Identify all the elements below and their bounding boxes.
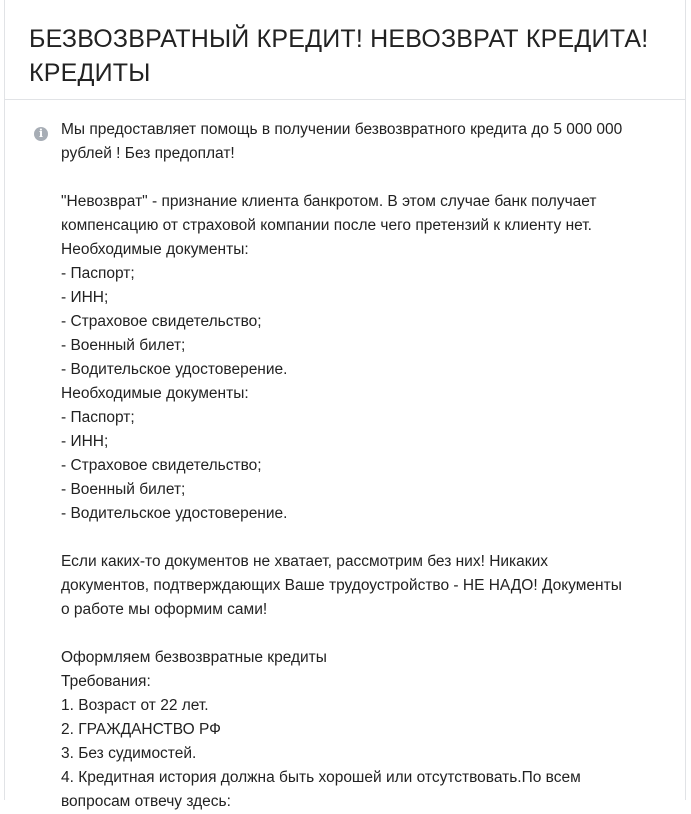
documents-heading: Необходимые документы:	[61, 241, 249, 258]
list-item: 1. Возраст от 22 лет.	[61, 697, 209, 714]
documents-heading: Необходимые документы:	[61, 385, 249, 402]
post-header	[5, 0, 685, 100]
explanation-block	[61, 190, 661, 526]
list-item: - Военный билет;	[61, 337, 186, 354]
text-line: о работе мы оформим сами!	[61, 601, 268, 618]
post-card	[4, 0, 686, 810]
list-item: - Водительское удостоверение.	[61, 505, 288, 522]
text-line: "Невозврат" - признание клиента банкротом. В этом случае банк получает	[61, 193, 597, 210]
list-item: 3. Без судимостей.	[61, 745, 197, 762]
text-line: Мы предоставляет помощь в получении безвозвратного кредита до 5 000 000	[61, 121, 623, 138]
intro-block	[61, 118, 661, 166]
list-item: 2. ГРАЖДАНСТВО РФ	[61, 721, 221, 738]
info-icon: i	[34, 127, 48, 141]
post-body	[5, 100, 685, 814]
list-item: - Страховое свидетельство;	[61, 457, 262, 474]
list-item: - Страховое свидетельство;	[61, 313, 262, 330]
list-item: - Военный билет;	[61, 481, 186, 498]
list-item: - Паспорт;	[61, 265, 135, 282]
text-line: Оформляем безвозвратные кредиты	[61, 649, 327, 666]
list-item: - Паспорт;	[61, 409, 135, 426]
requirements-block	[61, 646, 661, 814]
text-line: вопросам отвечу здесь:	[61, 793, 231, 810]
list-item: - ИНН;	[61, 289, 109, 306]
post-title: БЕЗВОЗВРАТНЫЙ КРЕДИТ! НЕВОЗВРАТ КРЕДИТА! КРЕДИТЫ	[29, 25, 649, 87]
requirements-heading: Требования:	[61, 673, 151, 690]
text-line: компенсацию от страховой компании после чего претензий к клиенту нет.	[61, 217, 592, 234]
text-line: рублей ! Без предоплат!	[61, 145, 235, 162]
list-item: - Водительское удостоверение.	[61, 361, 288, 378]
text-line: документов, подтверждающих Ваше трудоустройство - НЕ НАДО! Документы	[61, 577, 622, 594]
list-item: - ИНН;	[61, 433, 109, 450]
note-block	[61, 550, 661, 622]
text-line: Если каких-то документов не хватает, рассмотрим без них! Никаких	[61, 553, 548, 570]
list-item: 4. Кредитная история должна быть хорошей или отсутствовать.По всем	[61, 769, 581, 786]
